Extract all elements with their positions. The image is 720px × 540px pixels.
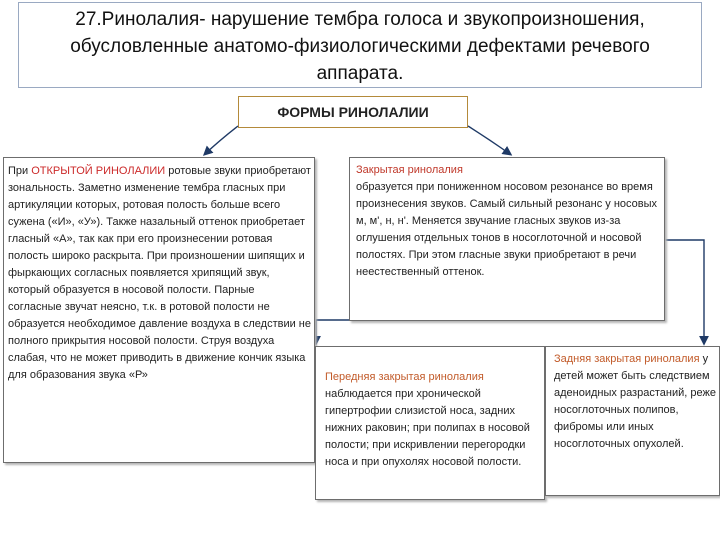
open-form-prefix: При bbox=[8, 165, 32, 177]
back-closed-label: Задняя закрытая ринолалия bbox=[554, 353, 700, 365]
closed-rhinolalia-box bbox=[349, 157, 665, 321]
back-closed-text: у детей может быть следствием аденоидных разрастаний, реже носоглоточных полипов, фибромы или иных носоглоточных опухолей. bbox=[554, 353, 716, 450]
front-closed-rhinolalia-box bbox=[315, 346, 545, 500]
back-closed-rhinolalia-box bbox=[545, 346, 720, 496]
title-line-3: аппарата. bbox=[316, 63, 404, 84]
front-closed-label: Передняя закрытая ринолалия bbox=[325, 371, 484, 383]
open-form-label: ОТКРЫТОЙ РИНОЛАЛИИ bbox=[31, 165, 166, 177]
arrow-to-back-closed bbox=[665, 240, 704, 343]
open-form-text: ротовые звуки приобретают зональность. Заметно изменение тембра гласных при артикуляции которых, ротовая полость больше всего сужена («И», «У»). Также назальный оттенок приобретает гласный «А», так как при его произнесении ротовая полость широко раскрыта. При произношении шипящих и фыркающих согласных появляется хрипящий звук, который образуется в носовой полости. Парные согласные звучат неясно, т.к. в ротовой полости не образуется необходимое давление воздуха в следствии не полного прикрытия носовой полости. Струя воздуха слабая, что не может приводить в движение кончик языка для образования звука «Р» bbox=[8, 165, 311, 381]
arrow-to-open-form bbox=[205, 126, 238, 154]
forms-header-label: ФОРМЫ РИНОЛАЛИИ bbox=[277, 104, 429, 120]
arrow-to-closed-form bbox=[468, 126, 510, 154]
closed-form-label: Закрытая ринолалия bbox=[356, 164, 463, 176]
title-line-2: обусловленные анатомо-физиологическими дефектами речевого bbox=[70, 36, 650, 57]
title-line-1: 27.Ринолалия- нарушение тембра голоса и звукопроизношения, bbox=[75, 9, 645, 30]
open-rhinolalia-box bbox=[3, 157, 315, 463]
front-closed-text: наблюдается при хронической гипертрофии слизистой носа, задних нижних раковин; при полипах в носовой полости; при искривлении перегородки носа и при опухолях носовой полости. bbox=[325, 388, 530, 468]
closed-form-text: образуется при пониженном носовом резонансе во время произнесения звуков. Самый сильный резонанс у носовых м, м', н, н'. Меняется звучание гласных звуков из-за оглушения отдельных тонов в носоглоточной и носовой полостях. При этом гласные звуки приобретают в речи неестественный оттенок. bbox=[356, 181, 658, 278]
arrow-to-front-closed bbox=[316, 305, 350, 343]
